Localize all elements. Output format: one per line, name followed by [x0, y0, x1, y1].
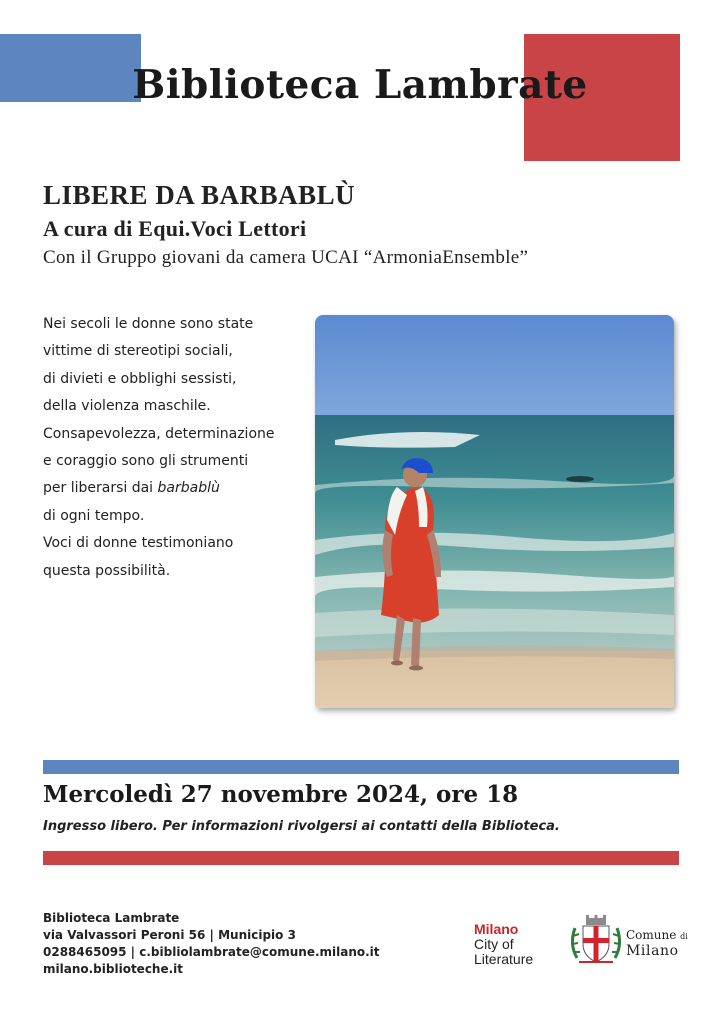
footer-address: via Valvassori Peroni 56 | Municipio 3: [43, 928, 296, 942]
footer-contacts: [43, 910, 380, 978]
literature-milano: Milano: [474, 921, 519, 937]
literature-literature: Literature: [474, 951, 534, 967]
comune-crest-icon: [567, 912, 625, 970]
description-line: vittime di stereotipi sociali,: [43, 343, 233, 360]
comune-word: Comune: [626, 928, 677, 942]
comune-line: [626, 928, 688, 944]
footer-library-name: Biblioteca Lambrate: [43, 911, 180, 925]
event-guest: Con il Gruppo giovani da camera UCAI “ArmoniaEnsemble”: [43, 247, 529, 268]
event-info: Ingresso libero. Per informazioni rivolgersi ai contatti della Biblioteca.: [43, 819, 560, 834]
description-line: Nei secoli le donne sono state: [43, 316, 254, 332]
event-curator: A cura di Equi.Voci Lettori: [43, 216, 307, 241]
footer-website: milano.biblioteche.it: [43, 962, 184, 976]
blue-divider-bar: [43, 760, 679, 774]
footer-phone-email: 0288465095 | c.bibliolambrate@comune.milano.it: [43, 945, 380, 959]
barbablu-italic: barbablù: [157, 480, 220, 497]
event-title: LIBERE DA BARBABLÙ: [43, 180, 356, 210]
event-description: [43, 311, 303, 585]
comune-city: Milano: [626, 943, 679, 959]
description-line: della violenza maschile.: [43, 398, 211, 415]
literature-city-of: City of: [474, 936, 514, 952]
event-date: Mercoledì 27 novembre 2024, ore 18: [43, 781, 519, 808]
library-title: Biblioteca Lambrate: [132, 62, 588, 108]
beach-photo: [315, 315, 674, 708]
comune-di: di: [680, 932, 688, 941]
description-line: e coraggio sono gli strumenti: [43, 453, 249, 470]
description-line: Voci di donne testimoniano: [43, 535, 234, 552]
description-line: di divieti e obblighi sessisti,: [43, 370, 237, 387]
description-line: Consapevolezza, determinazione: [43, 425, 275, 442]
description-line: [43, 475, 303, 502]
comune-di-milano-text: [626, 928, 688, 958]
description-line: questa possibilità.: [43, 562, 171, 579]
description-text: per liberarsi dai: [43, 480, 158, 497]
description-line: di ogni tempo.: [43, 507, 145, 524]
red-divider-bar: [43, 851, 679, 865]
city-of-literature-logo: [474, 922, 533, 967]
